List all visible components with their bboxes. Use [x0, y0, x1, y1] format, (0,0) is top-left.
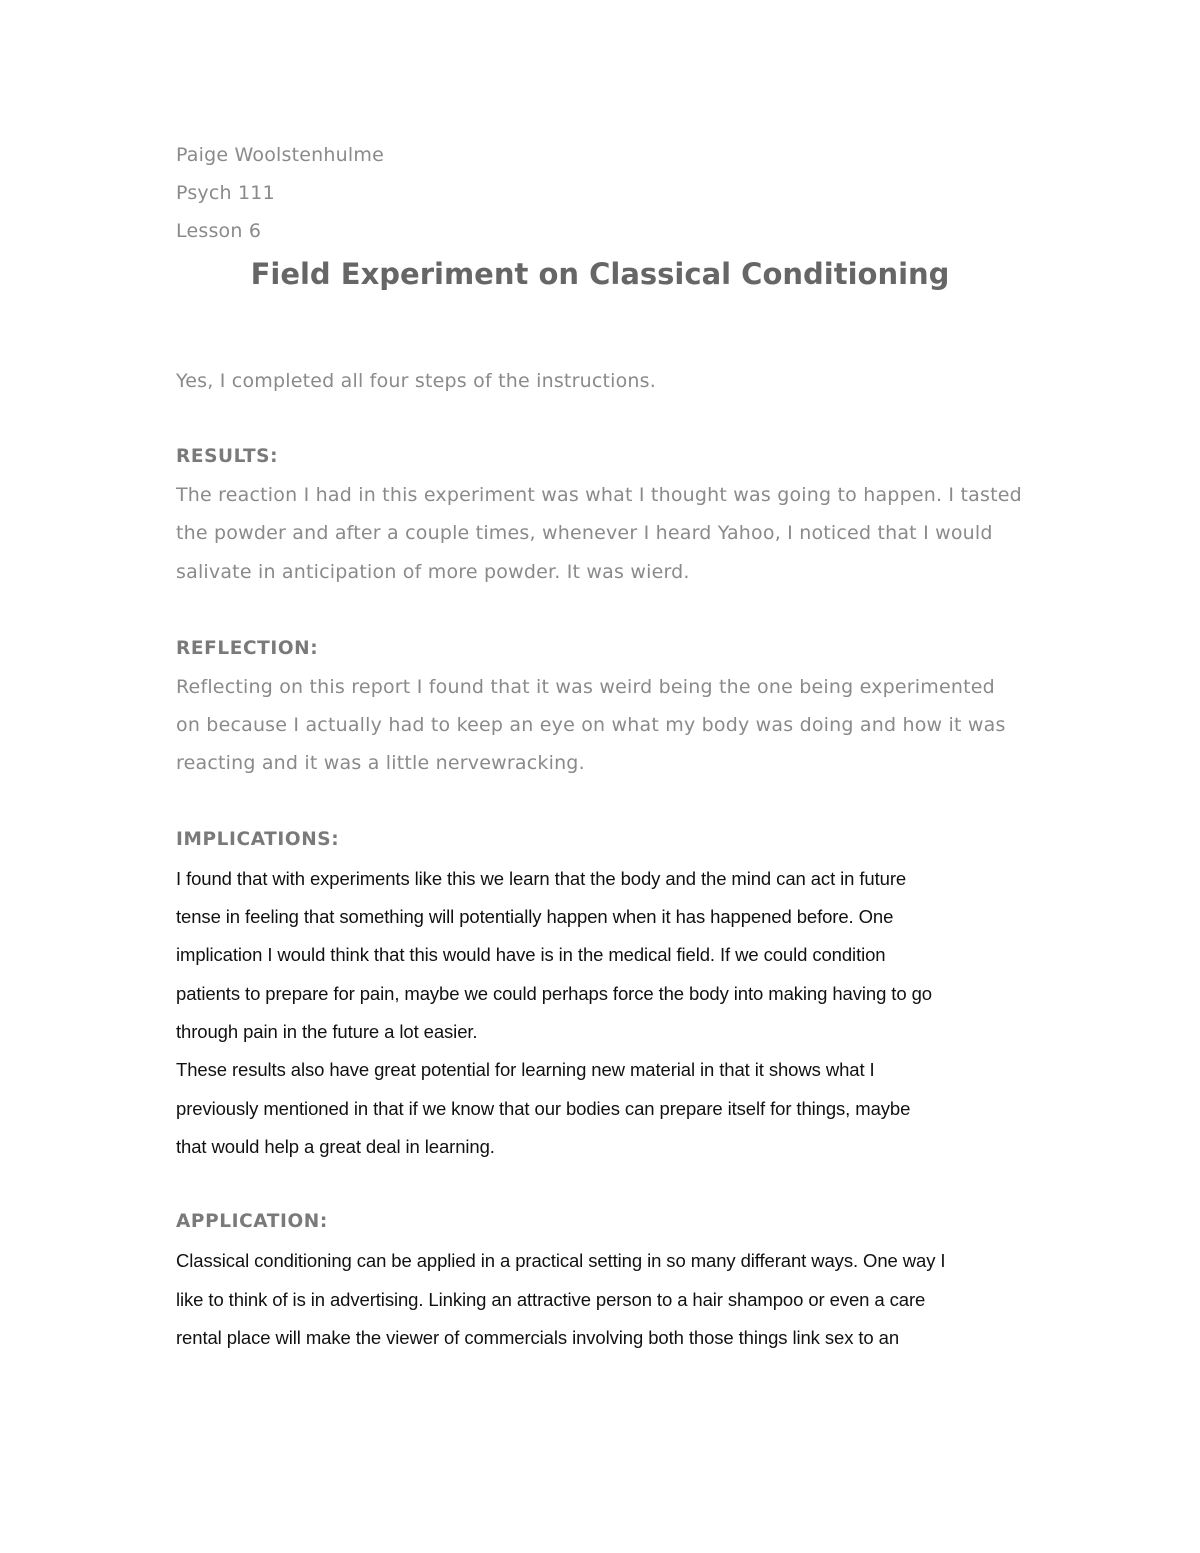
reflection-line: on because I actually had to keep an eye on what my body was doing and how it was: [176, 714, 1006, 736]
application-line: rental place will make the viewer of commercials involving both those things link sex to an: [176, 1327, 900, 1348]
results-line: the powder and after a couple times, whenever I heard Yahoo, I noticed that I would: [176, 522, 993, 544]
implications-line: I found that with experiments like this we learn that the body and the mind can act in future: [176, 868, 907, 889]
implications-line: through pain in the future a lot easier.: [176, 1021, 478, 1042]
application-line: Classical conditioning can be applied in a practical setting in so many differant ways. One way I: [176, 1250, 946, 1271]
results-line: The reaction I had in this experiment was what I thought was going to happen. I tasted: [176, 484, 1022, 506]
intro-statement: Yes, I completed all four steps of the instructions.: [176, 370, 657, 392]
application-line: like to think of is in advertising. Linking an attractive person to a hair shampoo or even a care: [176, 1289, 926, 1310]
implications-line: that would help a great deal in learning.: [176, 1136, 495, 1157]
reflection-line: Reflecting on this report I found that it was weird being the one being experimented: [176, 676, 995, 698]
application-heading: APPLICATION:: [176, 1211, 328, 1232]
implications-line: previously mentioned in that if we know that our bodies can prepare itself for things, maybe: [176, 1098, 911, 1119]
implications-heading: IMPLICATIONS:: [176, 829, 340, 850]
results-line: salivate in anticipation of more powder. It was wierd.: [176, 561, 690, 583]
implications-line: tense in feeling that something will potentially happen when it has happened before. One: [176, 906, 894, 927]
results-heading: RESULTS:: [176, 446, 279, 467]
document-title: Field Experiment on Classical Conditioning: [250, 257, 950, 291]
reflection-line: reacting and it was a little nervewracking.: [176, 752, 585, 774]
implications-line: implication I would think that this would have is in the medical field. If we could condition: [176, 944, 886, 965]
course-name: Psych 111: [176, 182, 275, 204]
author-name: Paige Woolstenhulme: [176, 144, 384, 166]
reflection-heading: REFLECTION:: [176, 638, 319, 659]
implications-line: These results also have great potential for learning new material in that it shows what I: [176, 1059, 875, 1080]
lesson-label: Lesson 6: [176, 220, 262, 242]
implications-line: patients to prepare for pain, maybe we could perhaps force the body into making having to go: [176, 983, 932, 1004]
